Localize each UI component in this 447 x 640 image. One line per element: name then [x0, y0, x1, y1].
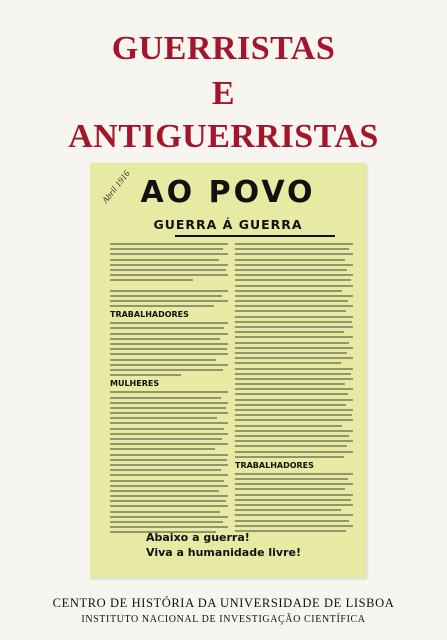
section-heading-workers: TRABALHADORES [110, 310, 189, 320]
poster-left-column [110, 243, 228, 533]
closing-slogan [146, 530, 301, 560]
handwritten-note: Abril 1916 [100, 168, 132, 206]
title-line-3: ANTIGUERRISTAS [68, 118, 379, 155]
poster-subheadline: GUERRA Á GUERRA [153, 217, 303, 232]
poster-headline: AO POVO [140, 175, 316, 210]
closing-line-2: Viva a humanidade livre! [146, 546, 301, 559]
sub-institution-name: INSTITUTO NACIONAL DE INVESTIGAÇÃO CIENTÍFICA [81, 614, 366, 625]
institution-name: CENTRO DE HISTÓRIA DA UNIVERSIDADE DE LISBOA [52, 596, 395, 610]
section-heading-women: MULHERES [110, 379, 160, 389]
poster-image [90, 163, 366, 578]
closing-line-1: Abaixo a guerra! [146, 531, 250, 544]
section-heading-workers-right: TRABALHADORES [235, 460, 314, 470]
title-line-2: E [211, 75, 236, 112]
poster-rule [175, 235, 335, 237]
title-line-1: GUERRISTAS [111, 30, 336, 67]
poster-right-column [235, 243, 353, 533]
